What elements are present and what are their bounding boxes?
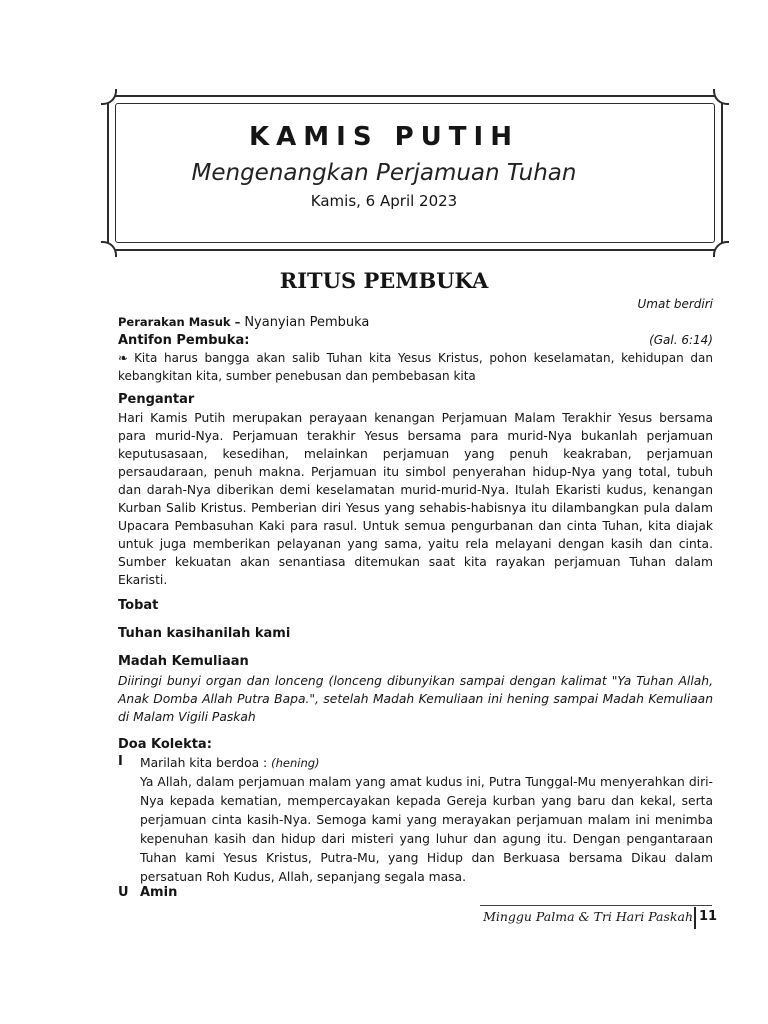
frame-corner <box>713 89 729 105</box>
section-title: RITUS PEMBUKA <box>279 268 489 293</box>
frame-corner <box>713 241 729 257</box>
madah-heading: Madah Kemuliaan <box>118 654 249 669</box>
stand-rubric: Umat berdiri <box>637 297 713 311</box>
celebration-date: Kamis, 6 April 2023 <box>310 192 458 210</box>
madah-rubric: Diiringi bunyi organ dan lonceng (lonceng dibunyikan sampai dengan kalimat "Ya Tuhan Allah, Anak Domba Allah Putra Bapa.", setelah Madah Kemuliaan ini hening sampai Madah Kemuliaan di Malam Vigili Paskah <box>118 674 713 724</box>
kolekta-invite-note: (hening) <box>271 756 320 770</box>
amin-response: Amin <box>140 885 178 900</box>
antifon-text: Kita harus bangga akan salib Tuhan kita Yesus Kristus, pohon keselamatan, kehidupan dan kebangkitan kita, sumber penebusan dan pembebasan kita <box>118 351 713 383</box>
perarakan-line <box>118 314 369 330</box>
kyrie-text: Tuhan kasihanilah kami <box>118 626 291 641</box>
kolekta-prayer: Ya Allah, dalam perjamuan malam yang amat kudus ini, Putra Tunggal-Mu menyerahkan diri-Nya kepada kematian, mempercayakan kepada Gereja kurban yang baru dan kekal, serta perjamuan cinta kasih-Nya. Semoga kami yang merayakan perjamuan malam ini menimba kepenuhan kasih dan hidup dari misteri yang luhur dan agung itu. Dengan pengantaraan Tuhan kami Yesus Kristus, Putra-Mu, yang Hidup dan Berkuasa bersama Dikau dalam persatuan Roh Kudus, Allah, sepanjang segala masa. <box>140 775 713 884</box>
pengantar-heading: Pengantar <box>118 392 195 407</box>
kolekta-invite-text: Marilah kita berdoa : <box>140 756 268 770</box>
antifon-label: Antifon Pembuka: <box>118 333 250 348</box>
leaf-ornament-icon: ❧ <box>118 351 129 365</box>
kolekta-invitation <box>140 754 713 773</box>
footer-title: Minggu Palma & Tri Hari Paskah <box>483 909 693 924</box>
perarakan-text: Nyanyian Pembuka <box>244 315 370 330</box>
page-title: KAMIS PUTIH <box>249 122 519 152</box>
pengantar-text: Hari Kamis Putih merupakan perayaan kenangan Perjamuan Malam Terakhir Yesus bersama para murid-Nya. Perjamuan terakhir Yesus bersama para murid-Nya bukanlah perjamuan keputusasaan, kesedihan, melainkan perjamuan yang penuh keakraban, perjamuan persaudaraan, penuh makna. Perjamuan itu simbol penyerahan hidup-Nya yang total, tubuh dan darah-Nya diberikan demi keselamatan murid-murid-Nya. Itulah Ekaristi kudus, kenangan Kurban Salib Kristus. Pemberian diri Yesus yang sehabis-habisnya itu dilambangkan pula dalam Upacara Pembasuhan Kaki para rasul. Untuk semua pengurbanan dan cinta Tuhan, kita diajak untuk juga memberikan pelayanan yang sama, yaitu rela melayani dengan kasih dan cinta. Sumber kekuatan akan senantiasa ditemukan saat kita rayakan perjamuan Tuhan dalam Ekaristi. <box>118 411 713 587</box>
tobat-heading: Tobat <box>118 598 159 613</box>
antifon-reference: (Gal. 6:14) <box>649 333 713 347</box>
people-letter: U <box>118 885 129 900</box>
frame-corner <box>101 89 117 105</box>
page-subtitle: Mengenangkan Perjamuan Tuhan <box>191 160 577 186</box>
kolekta-heading: Doa Kolekta: <box>118 737 212 752</box>
footer-separator <box>694 907 696 929</box>
footer-rule <box>480 905 712 906</box>
perarakan-label: Perarakan Masuk – <box>118 315 241 329</box>
page-number: 11 <box>699 909 718 924</box>
celebrant-letter: I <box>118 754 123 769</box>
frame-corner <box>101 241 117 257</box>
antifon-text-block <box>118 349 713 385</box>
